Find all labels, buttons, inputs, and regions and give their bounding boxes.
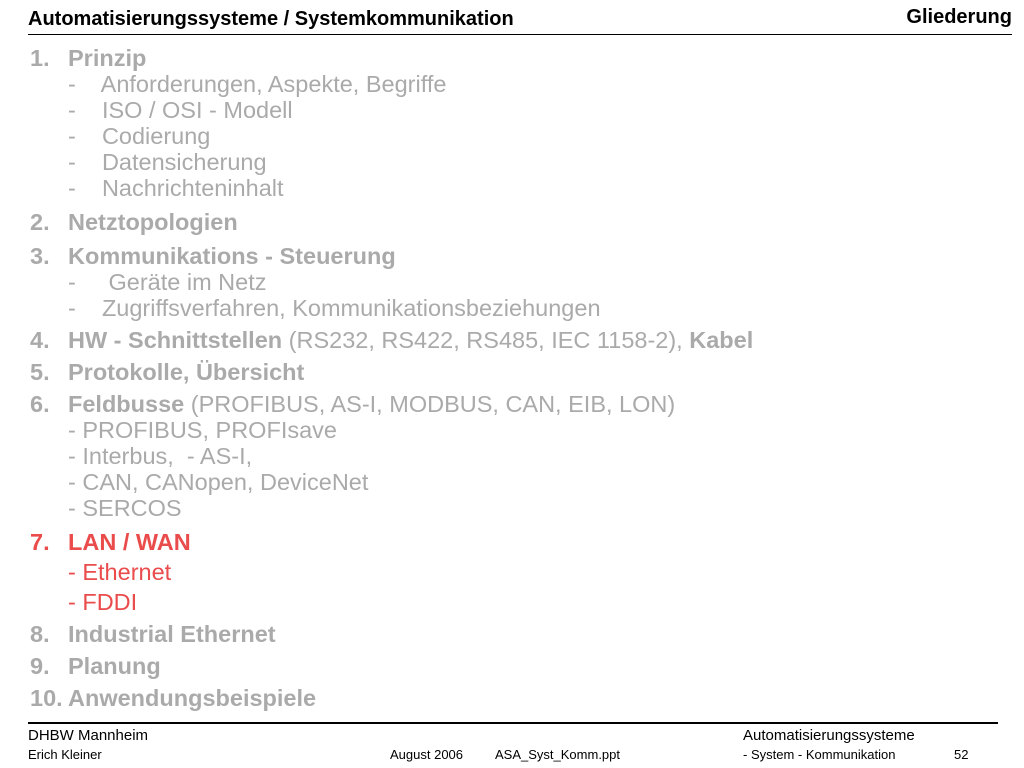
sub-item: - Anforderungen, Aspekte, Begriffe [68,71,447,97]
footer-course-sub: - System - Kommunikation [743,747,896,762]
outline-item-9 [30,653,1012,679]
item-detail: (PROFIBUS, AS-I, MODBUS, CAN, EIB, LON) [184,391,676,417]
sub-item: - ISO / OSI - Modell [68,97,293,123]
outline-item-10 [30,685,1012,711]
footer-divider [28,722,998,724]
item-number: 10. [30,685,63,711]
item-number: 3. [30,243,50,269]
sub-item: - Codierung [68,123,211,149]
item-number: 1. [30,45,50,71]
sub-item: - Interbus, - AS-I, [68,443,253,469]
footer-org: DHBW Mannheim [28,727,149,744]
sub-item: - PROFIBUS, PROFIsave [68,417,337,443]
header-divider [28,34,1012,35]
item-detail: (RS232, RS422, RS485, IEC 1158-2), [282,327,690,353]
outline-item-8 [30,621,1012,647]
item-title: LAN / WAN [68,529,191,555]
footer-filename: ASA_Syst_Komm.ppt [495,747,620,762]
sub-item: - Ethernet [68,559,172,585]
outline-item-6 [30,391,1012,521]
page-number: 52 [954,747,969,762]
item-number: 5. [30,359,50,385]
outline-item-3 [30,243,1012,321]
outline-item-7-current [30,529,1012,615]
sub-item: - Zugriffsverfahren, Kommunikationsbeziehungen [68,295,601,321]
outline-item-2 [30,209,1012,235]
item-title: Planung [68,653,161,679]
item-number: 4. [30,327,50,353]
slide-title: Automatisierungssysteme / Systemkommunikation [28,8,514,30]
item-title: Protokolle, Übersicht [68,359,305,385]
item-title-secondary: Kabel [689,327,754,353]
item-title: Kommunikations - Steuerung [68,243,396,269]
outline-item-4 [30,327,1012,353]
sub-item: - SERCOS [68,495,182,521]
sub-item: - Geräte im Netz [68,269,267,295]
item-number: 7. [30,529,50,555]
outline-list [30,45,1012,711]
footer-author: Erich Kleiner [28,747,102,762]
item-title: Netztopologien [68,209,238,235]
footer-course: Automatisierungssysteme [743,727,915,744]
footer-date: August 2006 [390,747,464,762]
sub-item: - Nachrichteninhalt [68,175,284,201]
item-number: 9. [30,653,50,679]
sub-item: - CAN, CANopen, DeviceNet [68,469,369,495]
item-title: HW - Schnittstellen [68,327,283,353]
item-number: 8. [30,621,50,647]
item-title: Prinzip [68,45,147,71]
outline-item-5 [30,359,1012,385]
item-title: Anwendungsbeispiele [68,685,317,711]
sub-item: - Datensicherung [68,149,267,175]
section-label: Gliederung [906,6,1012,28]
item-title: Industrial Ethernet [68,621,276,647]
item-title: Feldbusse [68,391,185,417]
item-number: 2. [30,209,50,235]
item-number: 6. [30,391,50,417]
sub-item: - FDDI [68,589,138,615]
outline-item-1 [30,45,1012,201]
